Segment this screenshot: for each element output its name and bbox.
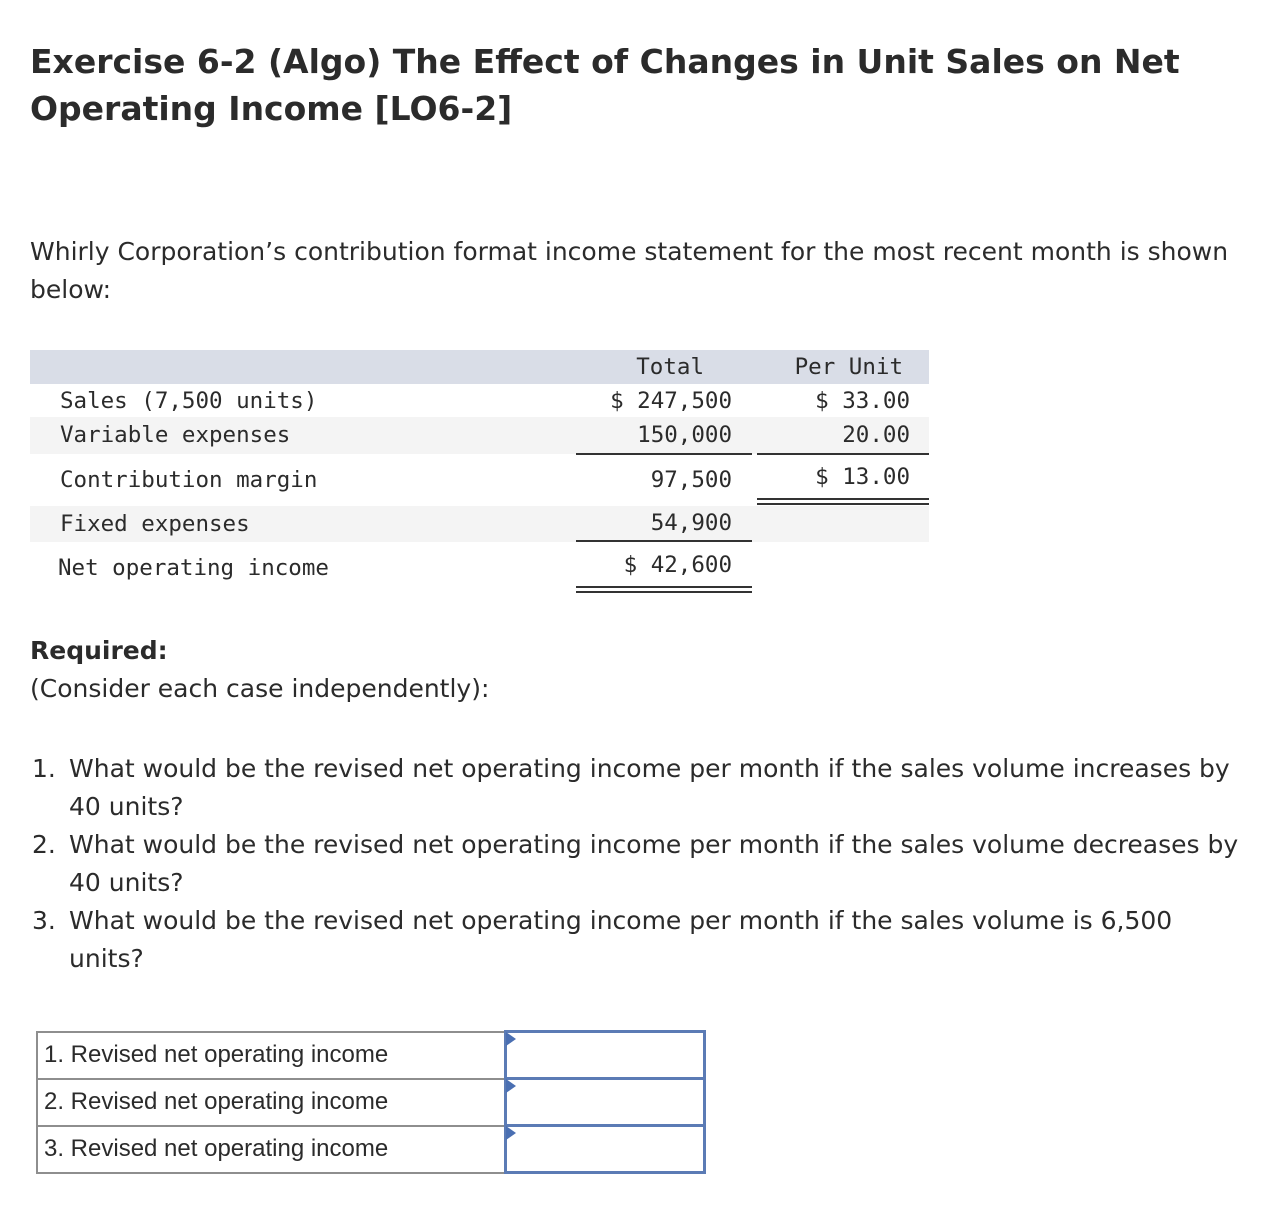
answer-cell[interactable] [506,1126,705,1173]
double-rule [576,591,752,593]
double-rule [757,498,929,500]
intro-text: Whirly Corporation’s contribution format income statement for the most recent month is shown below: [30,237,1229,304]
question-item [30,750,1240,826]
question-item [30,826,1240,902]
double-rule [757,503,929,505]
answer-row [37,1126,705,1173]
required-section [30,632,489,708]
subtotal-rule [757,453,929,455]
required-heading: Required: [30,636,168,665]
input-marker-icon [506,1032,516,1046]
question-number: 3. [32,906,56,935]
row-per-unit-contribution-margin: $ 13.00 [815,464,910,490]
answer-label: 2. Revised net operating income [37,1079,506,1126]
row-label-net-operating-income: Net operating income [58,555,329,581]
subtotal-rule [576,453,752,455]
answer-cell[interactable] [506,1032,705,1079]
header-per-unit: Per Unit [794,354,903,380]
question-list [30,750,1240,978]
income-statement [30,350,930,600]
answer-cell[interactable] [506,1079,705,1126]
row-label-fixed-expenses: Fixed expenses [60,511,250,537]
answer-table [36,1030,706,1174]
question-item [30,902,1240,978]
answer-label: 3. Revised net operating income [37,1126,506,1173]
question-number: 1. [32,754,56,783]
row-label-sales: Sales (7,500 units) [60,388,318,414]
double-rule [576,586,752,588]
answer-input-3[interactable] [507,1129,703,1169]
row-label-variable-expenses: Variable expenses [60,422,291,448]
row-total-net-operating-income: $ 42,600 [623,552,732,578]
required-note: (Consider each case independently): [30,674,490,703]
header-total: Total [636,354,704,380]
row-total-variable-expenses: 150,000 [637,422,732,448]
answer-input-1[interactable] [507,1035,703,1075]
input-marker-icon [506,1079,516,1093]
answer-row [37,1079,705,1126]
question-text: What would be the revised net operating income per month if the sales volume is 6,500 units? [69,906,1173,973]
answer-row [37,1032,705,1079]
question-number: 2. [32,830,56,859]
row-label-contribution-margin: Contribution margin [60,467,318,493]
question-text: What would be the revised net operating income per month if the sales volume decreases by 40 units? [69,830,1239,897]
question-text: What would be the revised net operating income per month if the sales volume increases by 40 units? [69,754,1230,821]
row-per-unit-variable-expenses: 20.00 [842,422,910,448]
answer-input-2[interactable] [507,1082,703,1122]
input-marker-icon [506,1126,516,1140]
row-total-sales: $ 247,500 [610,388,732,414]
row-per-unit-sales: $ 33.00 [815,388,910,414]
answer-label: 1. Revised net operating income [37,1032,506,1079]
row-total-fixed-expenses: 54,900 [650,510,732,536]
row-total-contribution-margin: 97,500 [650,467,732,493]
exercise-title: Exercise 6-2 (Algo) The Effect of Changes in Unit Sales on Net Operating Income [LO6-2] [30,42,1180,128]
subtotal-rule [576,540,752,542]
